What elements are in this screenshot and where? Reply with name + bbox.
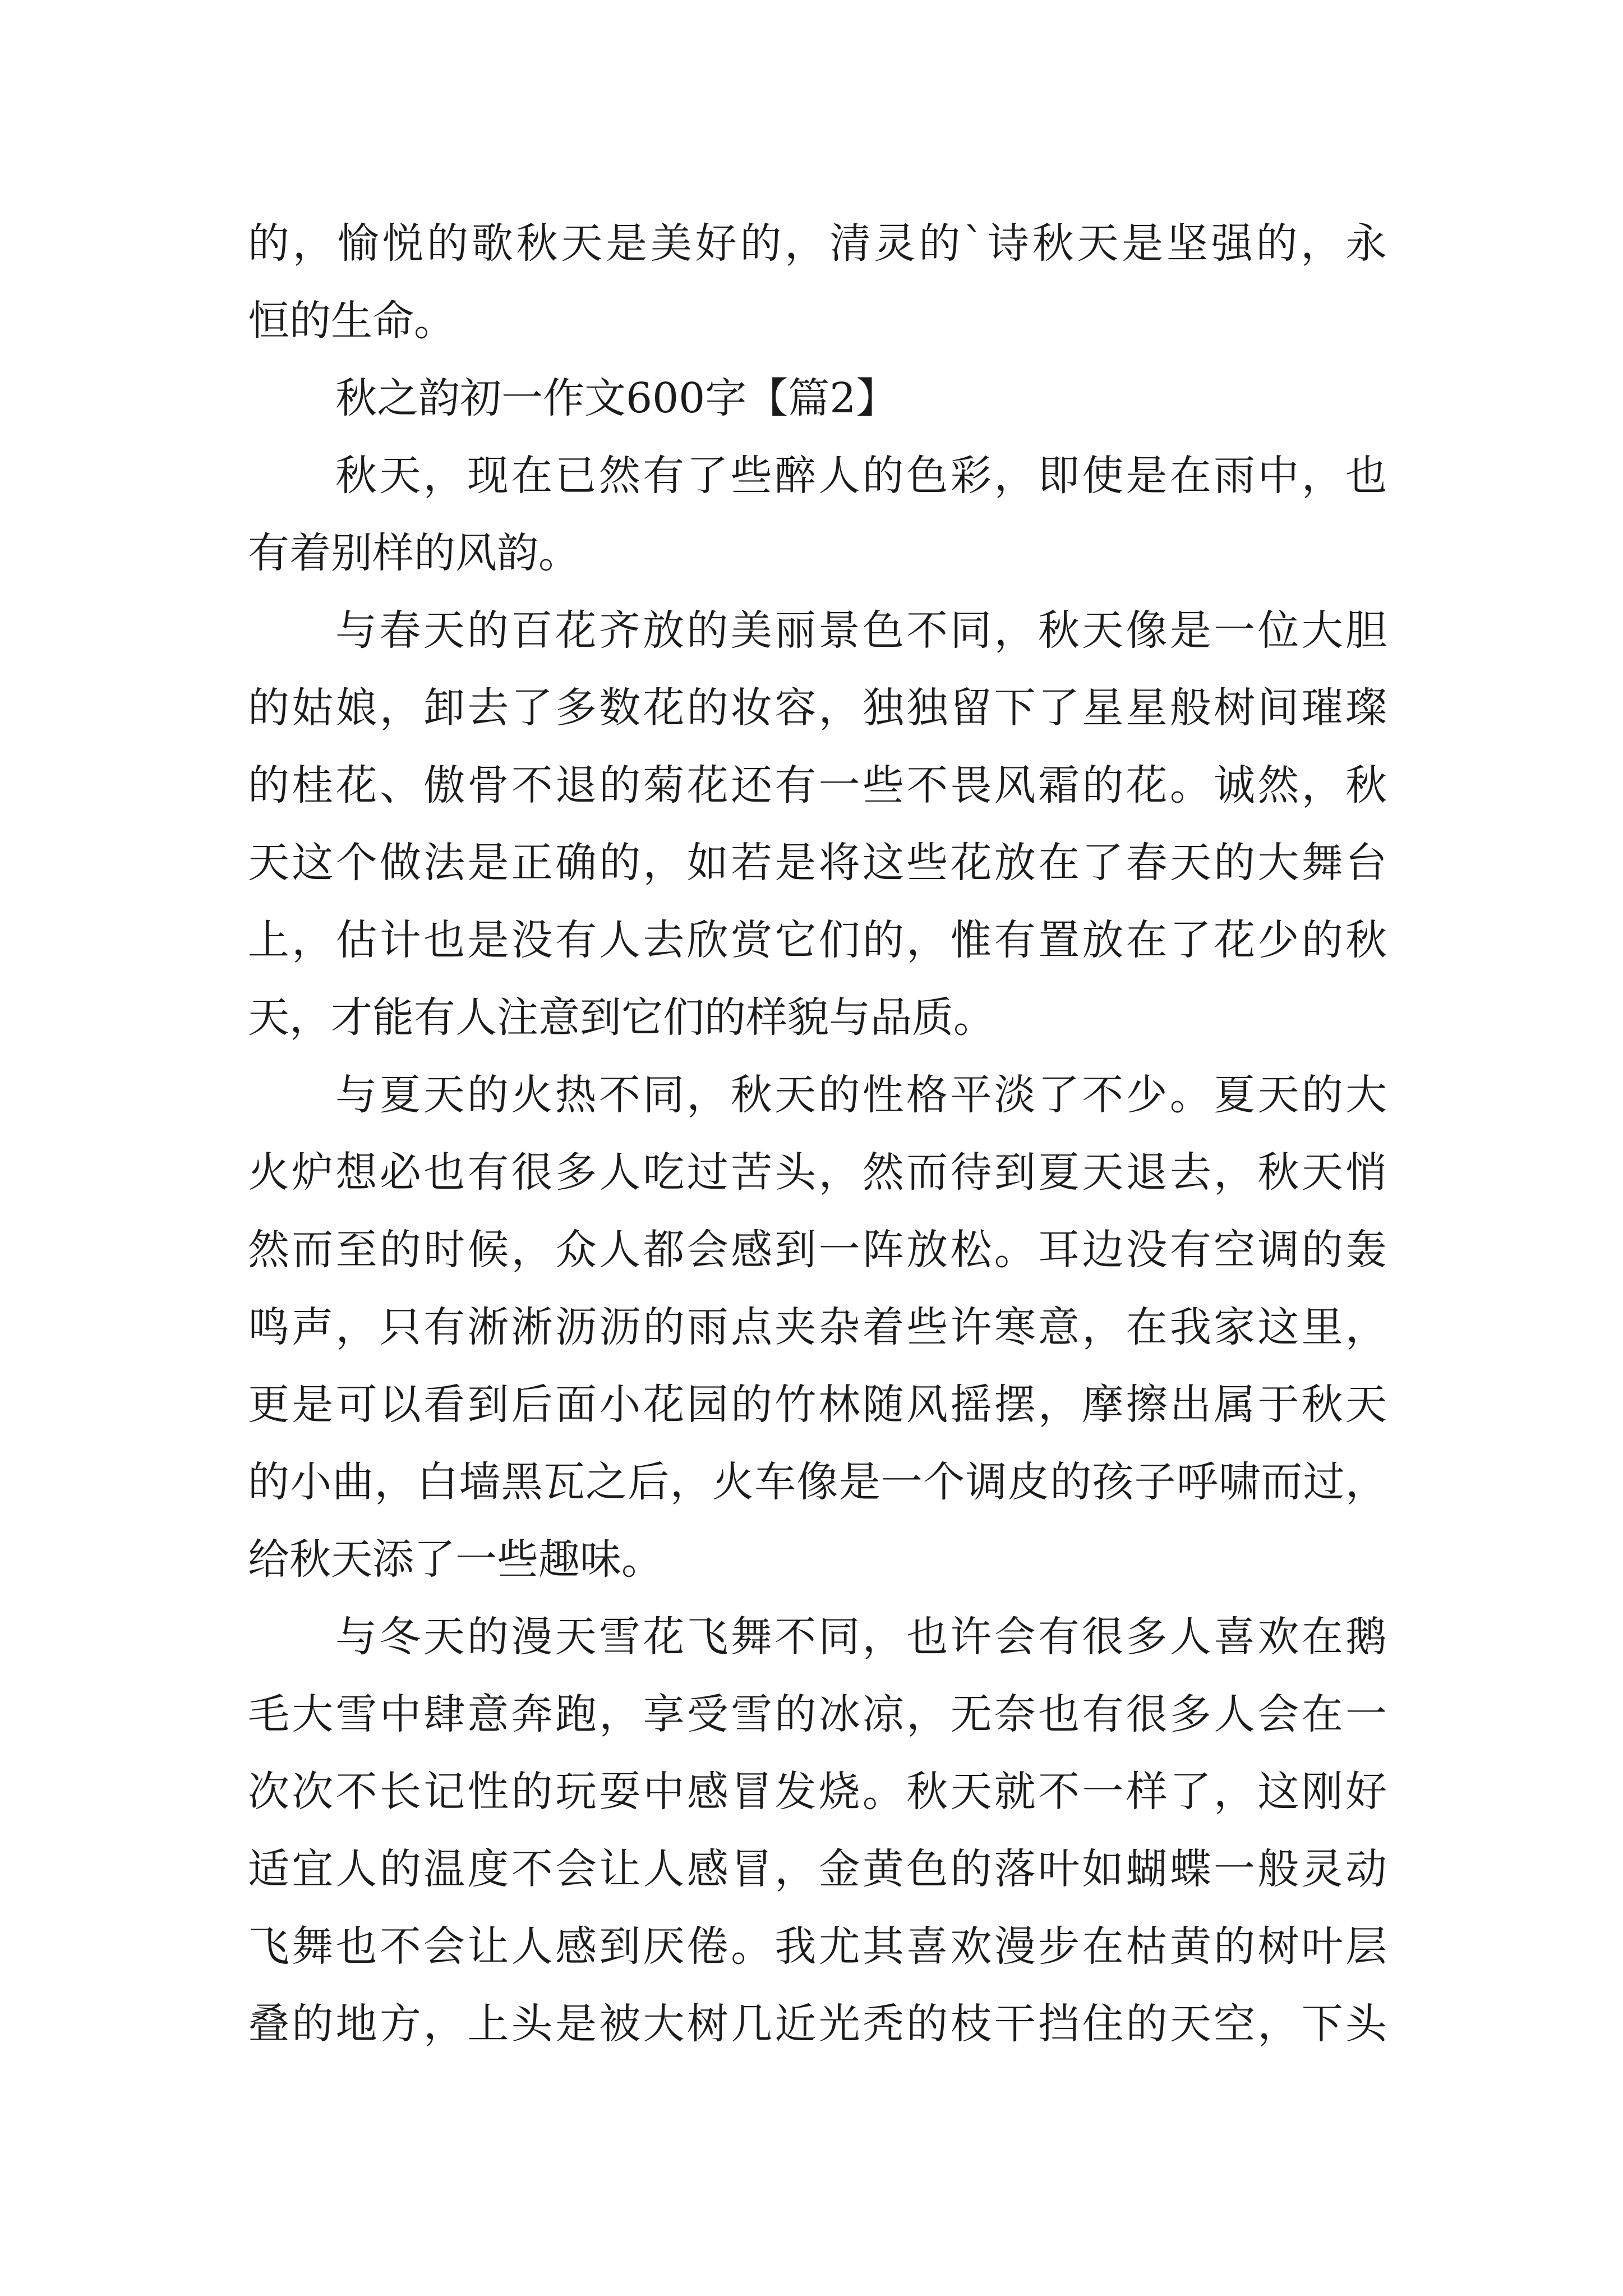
- text-line: 更是可以看到后面小花园的竹林随风摇摆，摩擦出属于秋天: [248, 1381, 1387, 1429]
- text-line: 给秋天添了一些趣味。: [248, 1535, 663, 1584]
- document-body: [248, 205, 1387, 2063]
- text-line: 上，估计也是没有人去欣赏它们的，惟有置放在了花少的秋: [248, 916, 1387, 964]
- text-line: 的姑娘，卸去了多数花的妆容，独独留下了星星般树间璀璨: [248, 684, 1387, 732]
- paragraph-intro: [248, 437, 1387, 592]
- text-line: 适宜人的温度不会让人感冒，金黄色的落叶如蝴蝶一般灵动: [248, 1845, 1387, 1893]
- text-line: 鸣声，只有淅淅沥沥的雨点夹杂着些许寒意，在我家这里，: [248, 1303, 1387, 1351]
- text-line: 飞舞也不会让人感到厌倦。我尤其喜欢漫步在枯黄的树叶层: [248, 1922, 1387, 1971]
- text-line: 与冬天的漫天雪花飞舞不同，也许会有很多人喜欢在鹅: [335, 1613, 1387, 1661]
- text-line: 与春天的百花齐放的美丽景色不同，秋天像是一位大胆: [335, 606, 1387, 655]
- text-line: 天，才能有人注意到它们的样貌与品质。: [248, 993, 995, 1042]
- text-line: 毛大雪中肆意奔跑，享受雪的冰凉，无奈也有很多人会在一: [248, 1690, 1387, 1738]
- paragraph-spring: [248, 592, 1387, 1056]
- paragraph-winter: [248, 1598, 1387, 2063]
- text-line: 然而至的时候，众人都会感到一阵放松。耳边没有空调的轰: [248, 1226, 1387, 1274]
- paragraph-summer: [248, 1056, 1387, 1598]
- text-line: 秋天，现在已然有了些醉人的色彩，即使是在雨中，也: [335, 452, 1387, 500]
- text-line: 天这个做法是正确的，如若是将这些花放在了春天的大舞台: [248, 839, 1387, 887]
- text-line: 叠的地方，上头是被大树几近光秃的枝干挡住的天空，下头: [248, 2000, 1387, 2048]
- text-line: 的，愉悦的歌秋天是美好的，清灵的`诗秋天是坚强的，永: [248, 219, 1387, 268]
- text-line: 的桂花、傲骨不退的菊花还有一些不畏风霜的花。诚然，秋: [248, 761, 1387, 809]
- text-line: 火炉想必也有很多人吃过苦头，然而待到夏天退去，秋天悄: [248, 1148, 1387, 1197]
- essay-title: 秋之韵初一作文600字【篇2】: [335, 374, 898, 422]
- text-line: 有着别样的风韵。: [248, 529, 580, 577]
- text-line: 与夏天的火热不同，秋天的性格平淡了不少。夏天的大: [335, 1071, 1387, 1119]
- text-line: 恒的生命。: [248, 297, 455, 345]
- section-heading: [248, 360, 1387, 437]
- text-line: 次次不长记性的玩耍中感冒发烧。秋天就不一样了，这刚好: [248, 1768, 1387, 1816]
- paragraph-continuation: [248, 205, 1387, 360]
- text-line: 的小曲，白墙黑瓦之后，火车像是一个调皮的孩子呼啸而过，: [248, 1458, 1387, 1506]
